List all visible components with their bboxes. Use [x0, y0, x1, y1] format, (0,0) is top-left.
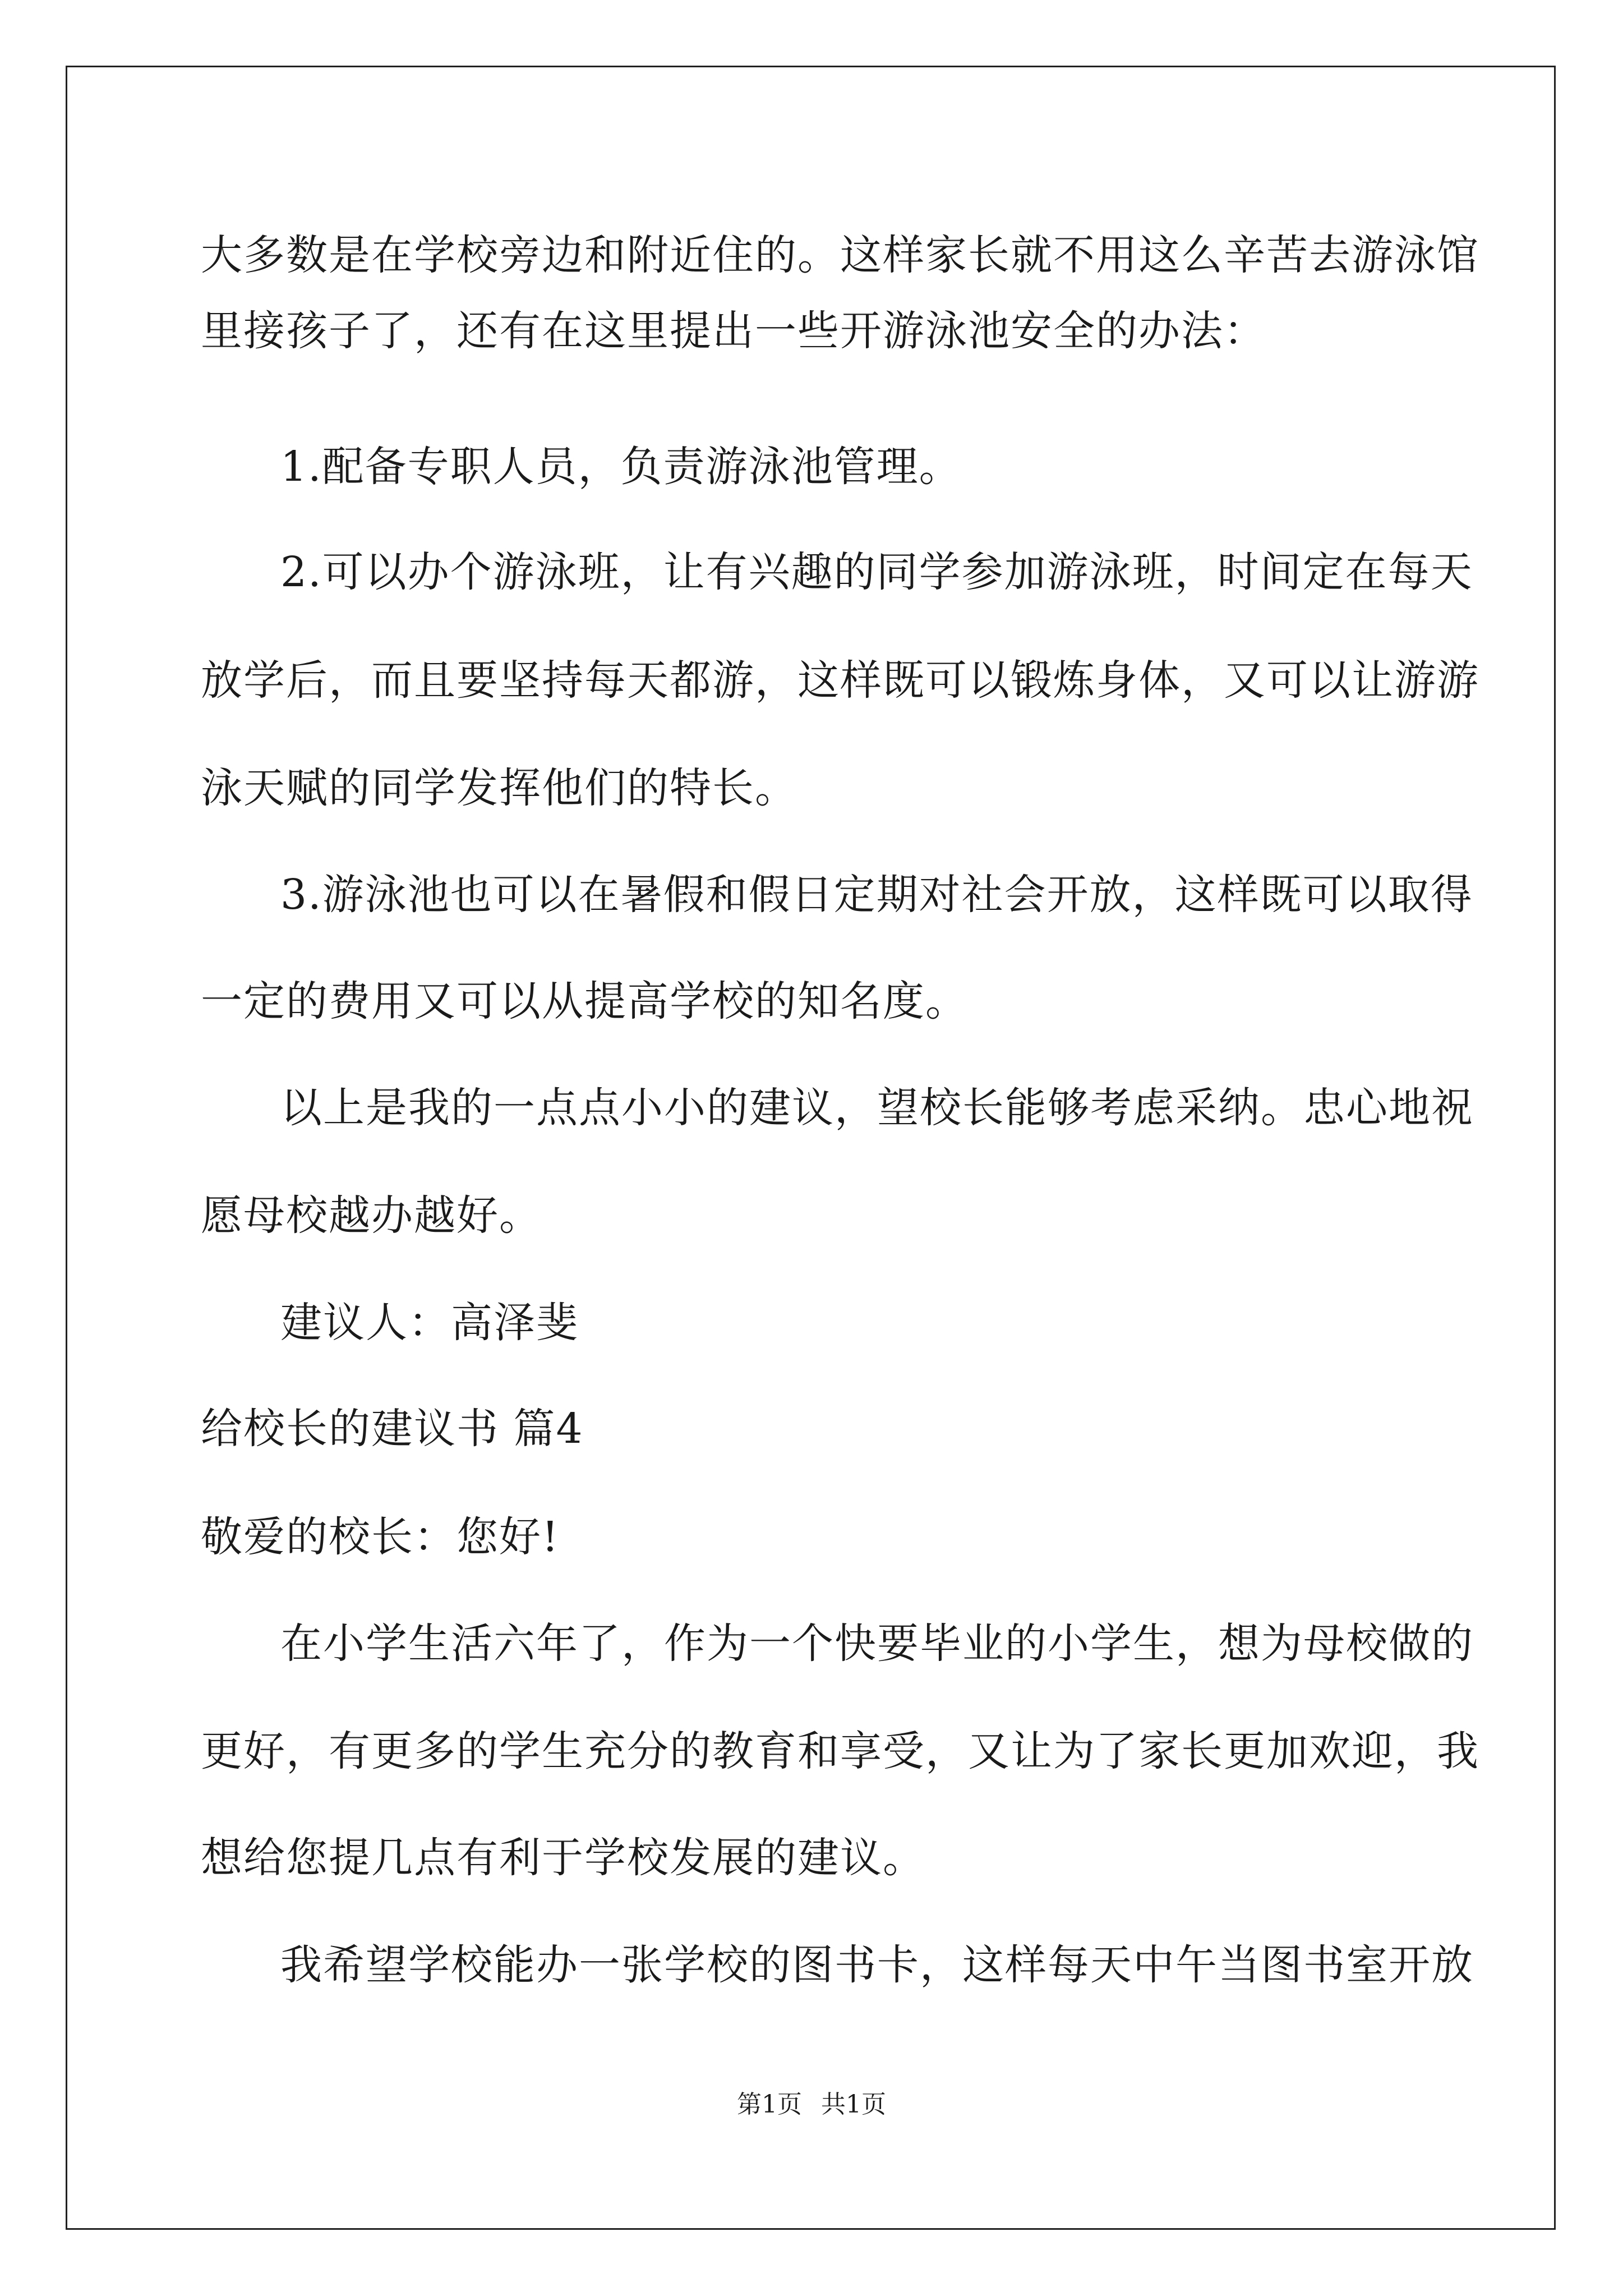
- text-line: 以上是我的一点点小小的建议，望校长能够考虑采纳。忠心地祝: [280, 1084, 1474, 1132]
- text-line: 建议人：高泽斐: [280, 1299, 579, 1347]
- text-line: 一定的费用又可以从提高学校的知名度。: [201, 977, 968, 1025]
- page-border: [66, 66, 1556, 2230]
- text-line: 放学后，而且要坚持每天都游，这样既可以锻炼身体，又可以让游游: [201, 656, 1479, 705]
- text-line: 泳天赋的同学发挥他们的特长。: [201, 764, 797, 812]
- text-line: 在小学生活六年了，作为一个快要毕业的小学生，想为母校做的: [280, 1619, 1474, 1668]
- text-line: 愿母校越办越好。: [201, 1191, 542, 1240]
- page-footer: [0, 2088, 1623, 2122]
- page-total: 共1页: [821, 2090, 886, 2119]
- text-line: 1.配备专职人员，负责游泳池管理。: [280, 443, 962, 491]
- page-number: 第1页: [737, 2090, 802, 2119]
- text-line: 更好，有更多的学生充分的教育和享受，又让为了家长更加欢迎，我: [201, 1727, 1479, 1775]
- text-line: 大多数是在学校旁边和附近住的。这样家长就不用这么辛苦去游泳馆: [201, 231, 1479, 279]
- text-line: 我希望学校能办一张学校的图书卡，这样每天中午当图书室开放: [280, 1941, 1474, 1989]
- text-line: 2.可以办个游泳班，让有兴趣的同学参加游泳班，时间定在每天: [280, 548, 1473, 596]
- salutation: 敬爱的校长：您好!: [201, 1513, 560, 1561]
- text-line: 3.游泳池也可以在暑假和假日定期对社会开放，这样既可以取得: [280, 871, 1473, 919]
- text-line: 想给您提几点有利于学校发展的建议。: [201, 1834, 925, 1882]
- text-line: 里接孩子了，还有在这里提出一些开游泳池安全的办法：: [201, 307, 1266, 355]
- section-heading: 给校长的建议书 篇4: [201, 1405, 584, 1453]
